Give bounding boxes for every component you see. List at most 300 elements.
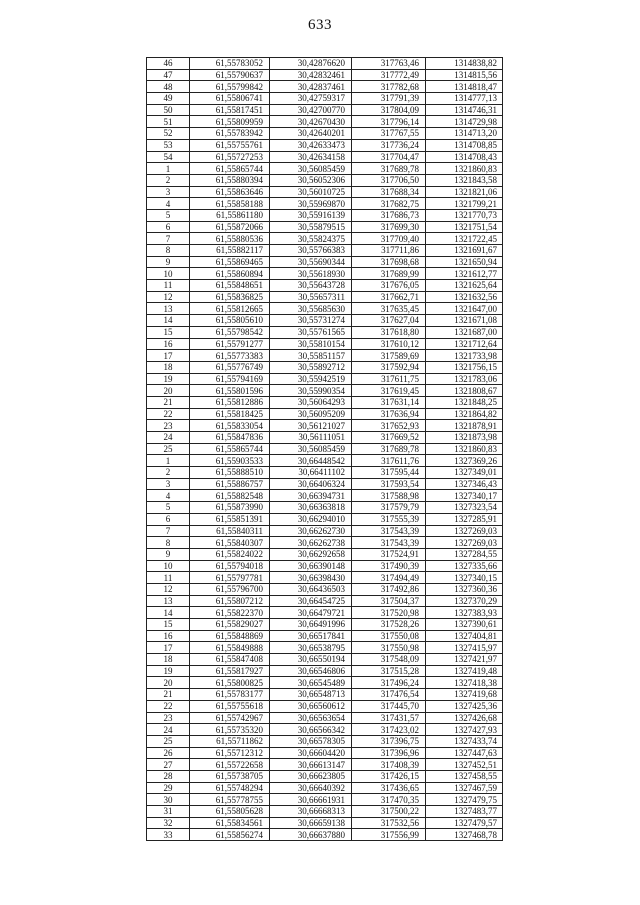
table-row (147, 583, 503, 595)
latitude-cell: 61,55755761 (190, 139, 270, 151)
point-number-cell: 13 (147, 595, 190, 607)
x-coordinate-cell: 317543,39 (352, 525, 426, 537)
latitude-cell: 61,55882548 (190, 490, 270, 502)
longitude-cell: 30,66517841 (270, 630, 352, 642)
longitude-cell: 30,55942519 (270, 373, 352, 385)
x-coordinate-cell: 317593,54 (352, 478, 426, 490)
point-number-cell: 9 (147, 256, 190, 268)
point-number-cell: 3 (147, 478, 190, 490)
longitude-cell: 30,55690344 (270, 256, 352, 268)
x-coordinate-cell: 317476,54 (352, 689, 426, 701)
longitude-cell: 30,56064293 (270, 396, 352, 408)
point-number-cell: 14 (147, 315, 190, 327)
longitude-cell: 30,66548713 (270, 689, 352, 701)
table-row (147, 806, 503, 818)
table-row (147, 221, 503, 233)
y-coordinate-cell: 1321864,82 (426, 408, 503, 420)
table-row (147, 677, 503, 689)
table-row (147, 198, 503, 210)
point-number-cell: 24 (147, 724, 190, 736)
latitude-cell: 61,55798542 (190, 326, 270, 338)
y-coordinate-cell: 1321821,06 (426, 186, 503, 198)
y-coordinate-cell: 1321722,45 (426, 233, 503, 245)
x-coordinate-cell: 317524,91 (352, 548, 426, 560)
point-number-cell: 52 (147, 128, 190, 140)
point-number-cell: 48 (147, 81, 190, 93)
longitude-cell: 30,66262738 (270, 537, 352, 549)
point-number-cell: 32 (147, 817, 190, 829)
point-number-cell: 15 (147, 326, 190, 338)
longitude-cell: 30,55766383 (270, 245, 352, 257)
point-number-cell: 27 (147, 759, 190, 771)
y-coordinate-cell: 1327340,17 (426, 490, 503, 502)
longitude-cell: 30,66454725 (270, 595, 352, 607)
point-number-cell: 6 (147, 221, 190, 233)
table-row (147, 548, 503, 560)
point-number-cell: 8 (147, 537, 190, 549)
point-number-cell: 18 (147, 654, 190, 666)
table-row (147, 116, 503, 128)
latitude-cell: 61,55873990 (190, 502, 270, 514)
table-row (147, 759, 503, 771)
latitude-cell: 61,55824022 (190, 548, 270, 560)
latitude-cell: 61,55847836 (190, 432, 270, 444)
point-number-cell: 53 (147, 139, 190, 151)
table-row (147, 291, 503, 303)
table-row (147, 782, 503, 794)
point-number-cell: 21 (147, 396, 190, 408)
table-row (147, 338, 503, 350)
latitude-cell: 61,55863646 (190, 186, 270, 198)
longitude-cell: 30,42837461 (270, 81, 352, 93)
table-row (147, 829, 503, 841)
latitude-cell: 61,55888510 (190, 467, 270, 479)
latitude-cell: 61,55856274 (190, 829, 270, 841)
table-row (147, 619, 503, 631)
y-coordinate-cell: 1321632,56 (426, 291, 503, 303)
latitude-cell: 61,55800825 (190, 677, 270, 689)
table-row (147, 537, 503, 549)
longitude-cell: 30,66640392 (270, 782, 352, 794)
latitude-cell: 61,55865744 (190, 163, 270, 175)
latitude-cell: 61,55773383 (190, 350, 270, 362)
table-row (147, 560, 503, 572)
x-coordinate-cell: 317772,49 (352, 69, 426, 81)
point-number-cell: 28 (147, 770, 190, 782)
longitude-cell: 30,66411102 (270, 467, 352, 479)
latitude-cell: 61,55840307 (190, 537, 270, 549)
latitude-cell: 61,55712312 (190, 747, 270, 759)
latitude-cell: 61,55829027 (190, 619, 270, 631)
point-number-cell: 5 (147, 209, 190, 221)
point-number-cell: 23 (147, 420, 190, 432)
latitude-cell: 61,55722658 (190, 759, 270, 771)
y-coordinate-cell: 1327360,36 (426, 583, 503, 595)
point-number-cell: 2 (147, 174, 190, 186)
longitude-cell: 30,55618930 (270, 268, 352, 280)
table-row (147, 104, 503, 116)
longitude-cell: 30,66546806 (270, 665, 352, 677)
table-row (147, 186, 503, 198)
x-coordinate-cell: 317662,71 (352, 291, 426, 303)
x-coordinate-cell: 317689,78 (352, 443, 426, 455)
longitude-cell: 30,66448542 (270, 455, 352, 467)
point-number-cell: 33 (147, 829, 190, 841)
point-number-cell: 19 (147, 665, 190, 677)
longitude-cell: 30,66623805 (270, 770, 352, 782)
x-coordinate-cell: 317689,99 (352, 268, 426, 280)
table-row (147, 233, 503, 245)
table-row (147, 502, 503, 514)
x-coordinate-cell: 317595,44 (352, 467, 426, 479)
table-row (147, 700, 503, 712)
latitude-cell: 61,55778755 (190, 794, 270, 806)
point-number-cell: 54 (147, 151, 190, 163)
y-coordinate-cell: 1327383,93 (426, 607, 503, 619)
point-number-cell: 26 (147, 747, 190, 759)
point-number-cell: 7 (147, 525, 190, 537)
point-number-cell: 47 (147, 69, 190, 81)
x-coordinate-cell: 317431,57 (352, 712, 426, 724)
table-row (147, 268, 503, 280)
y-coordinate-cell: 1314838,82 (426, 58, 503, 70)
y-coordinate-cell: 1321878,91 (426, 420, 503, 432)
longitude-cell: 30,55731274 (270, 315, 352, 327)
y-coordinate-cell: 1327427,93 (426, 724, 503, 736)
point-number-cell: 17 (147, 642, 190, 654)
y-coordinate-cell: 1321843,58 (426, 174, 503, 186)
longitude-cell: 30,66436503 (270, 583, 352, 595)
latitude-cell: 61,55840311 (190, 525, 270, 537)
latitude-cell: 61,55805628 (190, 806, 270, 818)
table-row (147, 385, 503, 397)
x-coordinate-cell: 317791,39 (352, 93, 426, 105)
y-coordinate-cell: 1327404,81 (426, 630, 503, 642)
table-row (147, 361, 503, 373)
x-coordinate-cell: 317635,45 (352, 303, 426, 315)
longitude-cell: 30,66390148 (270, 560, 352, 572)
point-number-cell: 49 (147, 93, 190, 105)
longitude-cell: 30,56052306 (270, 174, 352, 186)
point-number-cell: 29 (147, 782, 190, 794)
table-row (147, 69, 503, 81)
y-coordinate-cell: 1327346,43 (426, 478, 503, 490)
y-coordinate-cell: 1327479,57 (426, 817, 503, 829)
y-coordinate-cell: 1314746,31 (426, 104, 503, 116)
latitude-cell: 61,55880536 (190, 233, 270, 245)
latitude-cell: 61,55783177 (190, 689, 270, 701)
y-coordinate-cell: 1321625,64 (426, 280, 503, 292)
longitude-cell: 30,56085459 (270, 163, 352, 175)
y-coordinate-cell: 1321712,64 (426, 338, 503, 350)
longitude-cell: 30,56121027 (270, 420, 352, 432)
y-coordinate-cell: 1321671,08 (426, 315, 503, 327)
latitude-cell: 61,55886757 (190, 478, 270, 490)
x-coordinate-cell: 317470,35 (352, 794, 426, 806)
point-number-cell: 8 (147, 245, 190, 257)
table-row (147, 642, 503, 654)
longitude-cell: 30,42832461 (270, 69, 352, 81)
latitude-cell: 61,55849888 (190, 642, 270, 654)
table-row (147, 607, 503, 619)
x-coordinate-cell: 317676,05 (352, 280, 426, 292)
table-row (147, 525, 503, 537)
x-coordinate-cell: 317426,15 (352, 770, 426, 782)
longitude-cell: 30,66363818 (270, 502, 352, 514)
y-coordinate-cell: 1327419,48 (426, 665, 503, 677)
x-coordinate-cell: 317500,22 (352, 806, 426, 818)
x-coordinate-cell: 317619,45 (352, 385, 426, 397)
latitude-cell: 61,55818425 (190, 408, 270, 420)
longitude-cell: 30,55851157 (270, 350, 352, 362)
x-coordinate-cell: 317627,04 (352, 315, 426, 327)
y-coordinate-cell: 1327426,68 (426, 712, 503, 724)
x-coordinate-cell: 317588,98 (352, 490, 426, 502)
y-coordinate-cell: 1327452,51 (426, 759, 503, 771)
longitude-cell: 30,55761565 (270, 326, 352, 338)
latitude-cell: 61,55858188 (190, 198, 270, 210)
point-number-cell: 25 (147, 735, 190, 747)
x-coordinate-cell: 317698,68 (352, 256, 426, 268)
y-coordinate-cell: 1327425,36 (426, 700, 503, 712)
table-row (147, 654, 503, 666)
point-number-cell: 23 (147, 712, 190, 724)
y-coordinate-cell: 1321647,00 (426, 303, 503, 315)
x-coordinate-cell: 317736,24 (352, 139, 426, 151)
x-coordinate-cell: 317532,56 (352, 817, 426, 829)
longitude-cell: 30,66491996 (270, 619, 352, 631)
longitude-cell: 30,55643728 (270, 280, 352, 292)
point-number-cell: 17 (147, 350, 190, 362)
point-number-cell: 11 (147, 572, 190, 584)
longitude-cell: 30,55879515 (270, 221, 352, 233)
point-number-cell: 11 (147, 280, 190, 292)
latitude-cell: 61,55812886 (190, 396, 270, 408)
table-row (147, 396, 503, 408)
point-number-cell: 20 (147, 385, 190, 397)
table-row (147, 432, 503, 444)
table-row (147, 572, 503, 584)
point-number-cell: 18 (147, 361, 190, 373)
x-coordinate-cell: 317550,08 (352, 630, 426, 642)
latitude-cell: 61,55851391 (190, 513, 270, 525)
point-number-cell: 16 (147, 338, 190, 350)
point-number-cell: 22 (147, 700, 190, 712)
point-number-cell: 6 (147, 513, 190, 525)
table-row (147, 747, 503, 759)
latitude-cell: 61,55806741 (190, 93, 270, 105)
table-row (147, 163, 503, 175)
table-row (147, 735, 503, 747)
x-coordinate-cell: 317520,98 (352, 607, 426, 619)
longitude-cell: 30,66659138 (270, 817, 352, 829)
table-row (147, 408, 503, 420)
point-number-cell: 4 (147, 490, 190, 502)
table-row (147, 350, 503, 362)
longitude-cell: 30,66613147 (270, 759, 352, 771)
y-coordinate-cell: 1327418,38 (426, 677, 503, 689)
x-coordinate-cell: 317782,68 (352, 81, 426, 93)
longitude-cell: 30,42759317 (270, 93, 352, 105)
latitude-cell: 61,55880394 (190, 174, 270, 186)
point-number-cell: 12 (147, 583, 190, 595)
x-coordinate-cell: 317636,94 (352, 408, 426, 420)
y-coordinate-cell: 1314708,43 (426, 151, 503, 163)
point-number-cell: 4 (147, 198, 190, 210)
coordinates-table (146, 57, 503, 841)
longitude-cell: 30,66637880 (270, 829, 352, 841)
point-number-cell: 21 (147, 689, 190, 701)
latitude-cell: 61,55807212 (190, 595, 270, 607)
point-number-cell: 15 (147, 619, 190, 631)
x-coordinate-cell: 317555,39 (352, 513, 426, 525)
latitude-cell: 61,55748294 (190, 782, 270, 794)
table-row (147, 630, 503, 642)
latitude-cell: 61,55735320 (190, 724, 270, 736)
y-coordinate-cell: 1327483,77 (426, 806, 503, 818)
latitude-cell: 61,55727253 (190, 151, 270, 163)
longitude-cell: 30,55969870 (270, 198, 352, 210)
table-row (147, 326, 503, 338)
table-row (147, 455, 503, 467)
latitude-cell: 61,55860894 (190, 268, 270, 280)
table-row (147, 420, 503, 432)
latitude-cell: 61,55822370 (190, 607, 270, 619)
y-coordinate-cell: 1327340,15 (426, 572, 503, 584)
x-coordinate-cell: 317436,65 (352, 782, 426, 794)
latitude-cell: 61,55799842 (190, 81, 270, 93)
table-row (147, 373, 503, 385)
x-coordinate-cell: 317804,09 (352, 104, 426, 116)
coordinates-table-body (147, 58, 503, 841)
y-coordinate-cell: 1327323,54 (426, 502, 503, 514)
point-number-cell: 3 (147, 186, 190, 198)
longitude-cell: 30,66294010 (270, 513, 352, 525)
x-coordinate-cell: 317492,86 (352, 583, 426, 595)
x-coordinate-cell: 317688,34 (352, 186, 426, 198)
latitude-cell: 61,55882117 (190, 245, 270, 257)
latitude-cell: 61,55742967 (190, 712, 270, 724)
longitude-cell: 30,56111051 (270, 432, 352, 444)
x-coordinate-cell: 317504,37 (352, 595, 426, 607)
longitude-cell: 30,55990354 (270, 385, 352, 397)
point-number-cell: 50 (147, 104, 190, 116)
y-coordinate-cell: 1321799,21 (426, 198, 503, 210)
table-row (147, 490, 503, 502)
y-coordinate-cell: 1321770,73 (426, 209, 503, 221)
latitude-cell: 61,55797781 (190, 572, 270, 584)
longitude-cell: 30,66578305 (270, 735, 352, 747)
point-number-cell: 13 (147, 303, 190, 315)
point-number-cell: 1 (147, 163, 190, 175)
x-coordinate-cell: 317528,26 (352, 619, 426, 631)
longitude-cell: 30,66406324 (270, 478, 352, 490)
x-coordinate-cell: 317592,94 (352, 361, 426, 373)
point-number-cell: 12 (147, 291, 190, 303)
x-coordinate-cell: 317682,75 (352, 198, 426, 210)
y-coordinate-cell: 1327390,61 (426, 619, 503, 631)
x-coordinate-cell: 317396,96 (352, 747, 426, 759)
latitude-cell: 61,55794018 (190, 560, 270, 572)
latitude-cell: 61,55812665 (190, 303, 270, 315)
point-number-cell: 10 (147, 268, 190, 280)
table-row (147, 724, 503, 736)
table-row (147, 595, 503, 607)
latitude-cell: 61,55865744 (190, 443, 270, 455)
latitude-cell: 61,55805610 (190, 315, 270, 327)
longitude-cell: 30,56010725 (270, 186, 352, 198)
x-coordinate-cell: 317704,47 (352, 151, 426, 163)
x-coordinate-cell: 317515,28 (352, 665, 426, 677)
latitude-cell: 61,55783052 (190, 58, 270, 70)
table-row (147, 467, 503, 479)
x-coordinate-cell: 317709,40 (352, 233, 426, 245)
longitude-cell: 30,66394731 (270, 490, 352, 502)
longitude-cell: 30,55685630 (270, 303, 352, 315)
y-coordinate-cell: 1321612,77 (426, 268, 503, 280)
table-row (147, 478, 503, 490)
x-coordinate-cell: 317396,75 (352, 735, 426, 747)
point-number-cell: 25 (147, 443, 190, 455)
point-number-cell: 46 (147, 58, 190, 70)
longitude-cell: 30,66292658 (270, 548, 352, 560)
point-number-cell: 1 (147, 455, 190, 467)
latitude-cell: 61,55869465 (190, 256, 270, 268)
longitude-cell: 30,56085459 (270, 443, 352, 455)
y-coordinate-cell: 1321751,54 (426, 221, 503, 233)
longitude-cell: 30,55824375 (270, 233, 352, 245)
y-coordinate-cell: 1327458,55 (426, 770, 503, 782)
latitude-cell: 61,55790637 (190, 69, 270, 81)
table-row (147, 770, 503, 782)
y-coordinate-cell: 1327447,63 (426, 747, 503, 759)
x-coordinate-cell: 317494,49 (352, 572, 426, 584)
y-coordinate-cell: 1327468,78 (426, 829, 503, 841)
y-coordinate-cell: 1327269,03 (426, 525, 503, 537)
y-coordinate-cell: 1314708,85 (426, 139, 503, 151)
table-row (147, 280, 503, 292)
table-row (147, 256, 503, 268)
x-coordinate-cell: 317618,80 (352, 326, 426, 338)
longitude-cell: 30,66538795 (270, 642, 352, 654)
longitude-cell: 30,66262730 (270, 525, 352, 537)
point-number-cell: 51 (147, 116, 190, 128)
y-coordinate-cell: 1321691,67 (426, 245, 503, 257)
latitude-cell: 61,55817451 (190, 104, 270, 116)
longitude-cell: 30,55916139 (270, 209, 352, 221)
x-coordinate-cell: 317611,76 (352, 455, 426, 467)
y-coordinate-cell: 1321687,00 (426, 326, 503, 338)
point-number-cell: 2 (147, 467, 190, 479)
y-coordinate-cell: 1327370,29 (426, 595, 503, 607)
longitude-cell: 30,66661931 (270, 794, 352, 806)
latitude-cell: 61,55738705 (190, 770, 270, 782)
y-coordinate-cell: 1327467,59 (426, 782, 503, 794)
latitude-cell: 61,55801596 (190, 385, 270, 397)
y-coordinate-cell: 1321873,98 (426, 432, 503, 444)
table-row (147, 245, 503, 257)
latitude-cell: 61,55834561 (190, 817, 270, 829)
y-coordinate-cell: 1321650,94 (426, 256, 503, 268)
point-number-cell: 31 (147, 806, 190, 818)
point-number-cell: 7 (147, 233, 190, 245)
x-coordinate-cell: 317652,93 (352, 420, 426, 432)
longitude-cell: 30,42640201 (270, 128, 352, 140)
table-row (147, 443, 503, 455)
longitude-cell: 30,42634158 (270, 151, 352, 163)
point-number-cell: 19 (147, 373, 190, 385)
longitude-cell: 30,56095209 (270, 408, 352, 420)
